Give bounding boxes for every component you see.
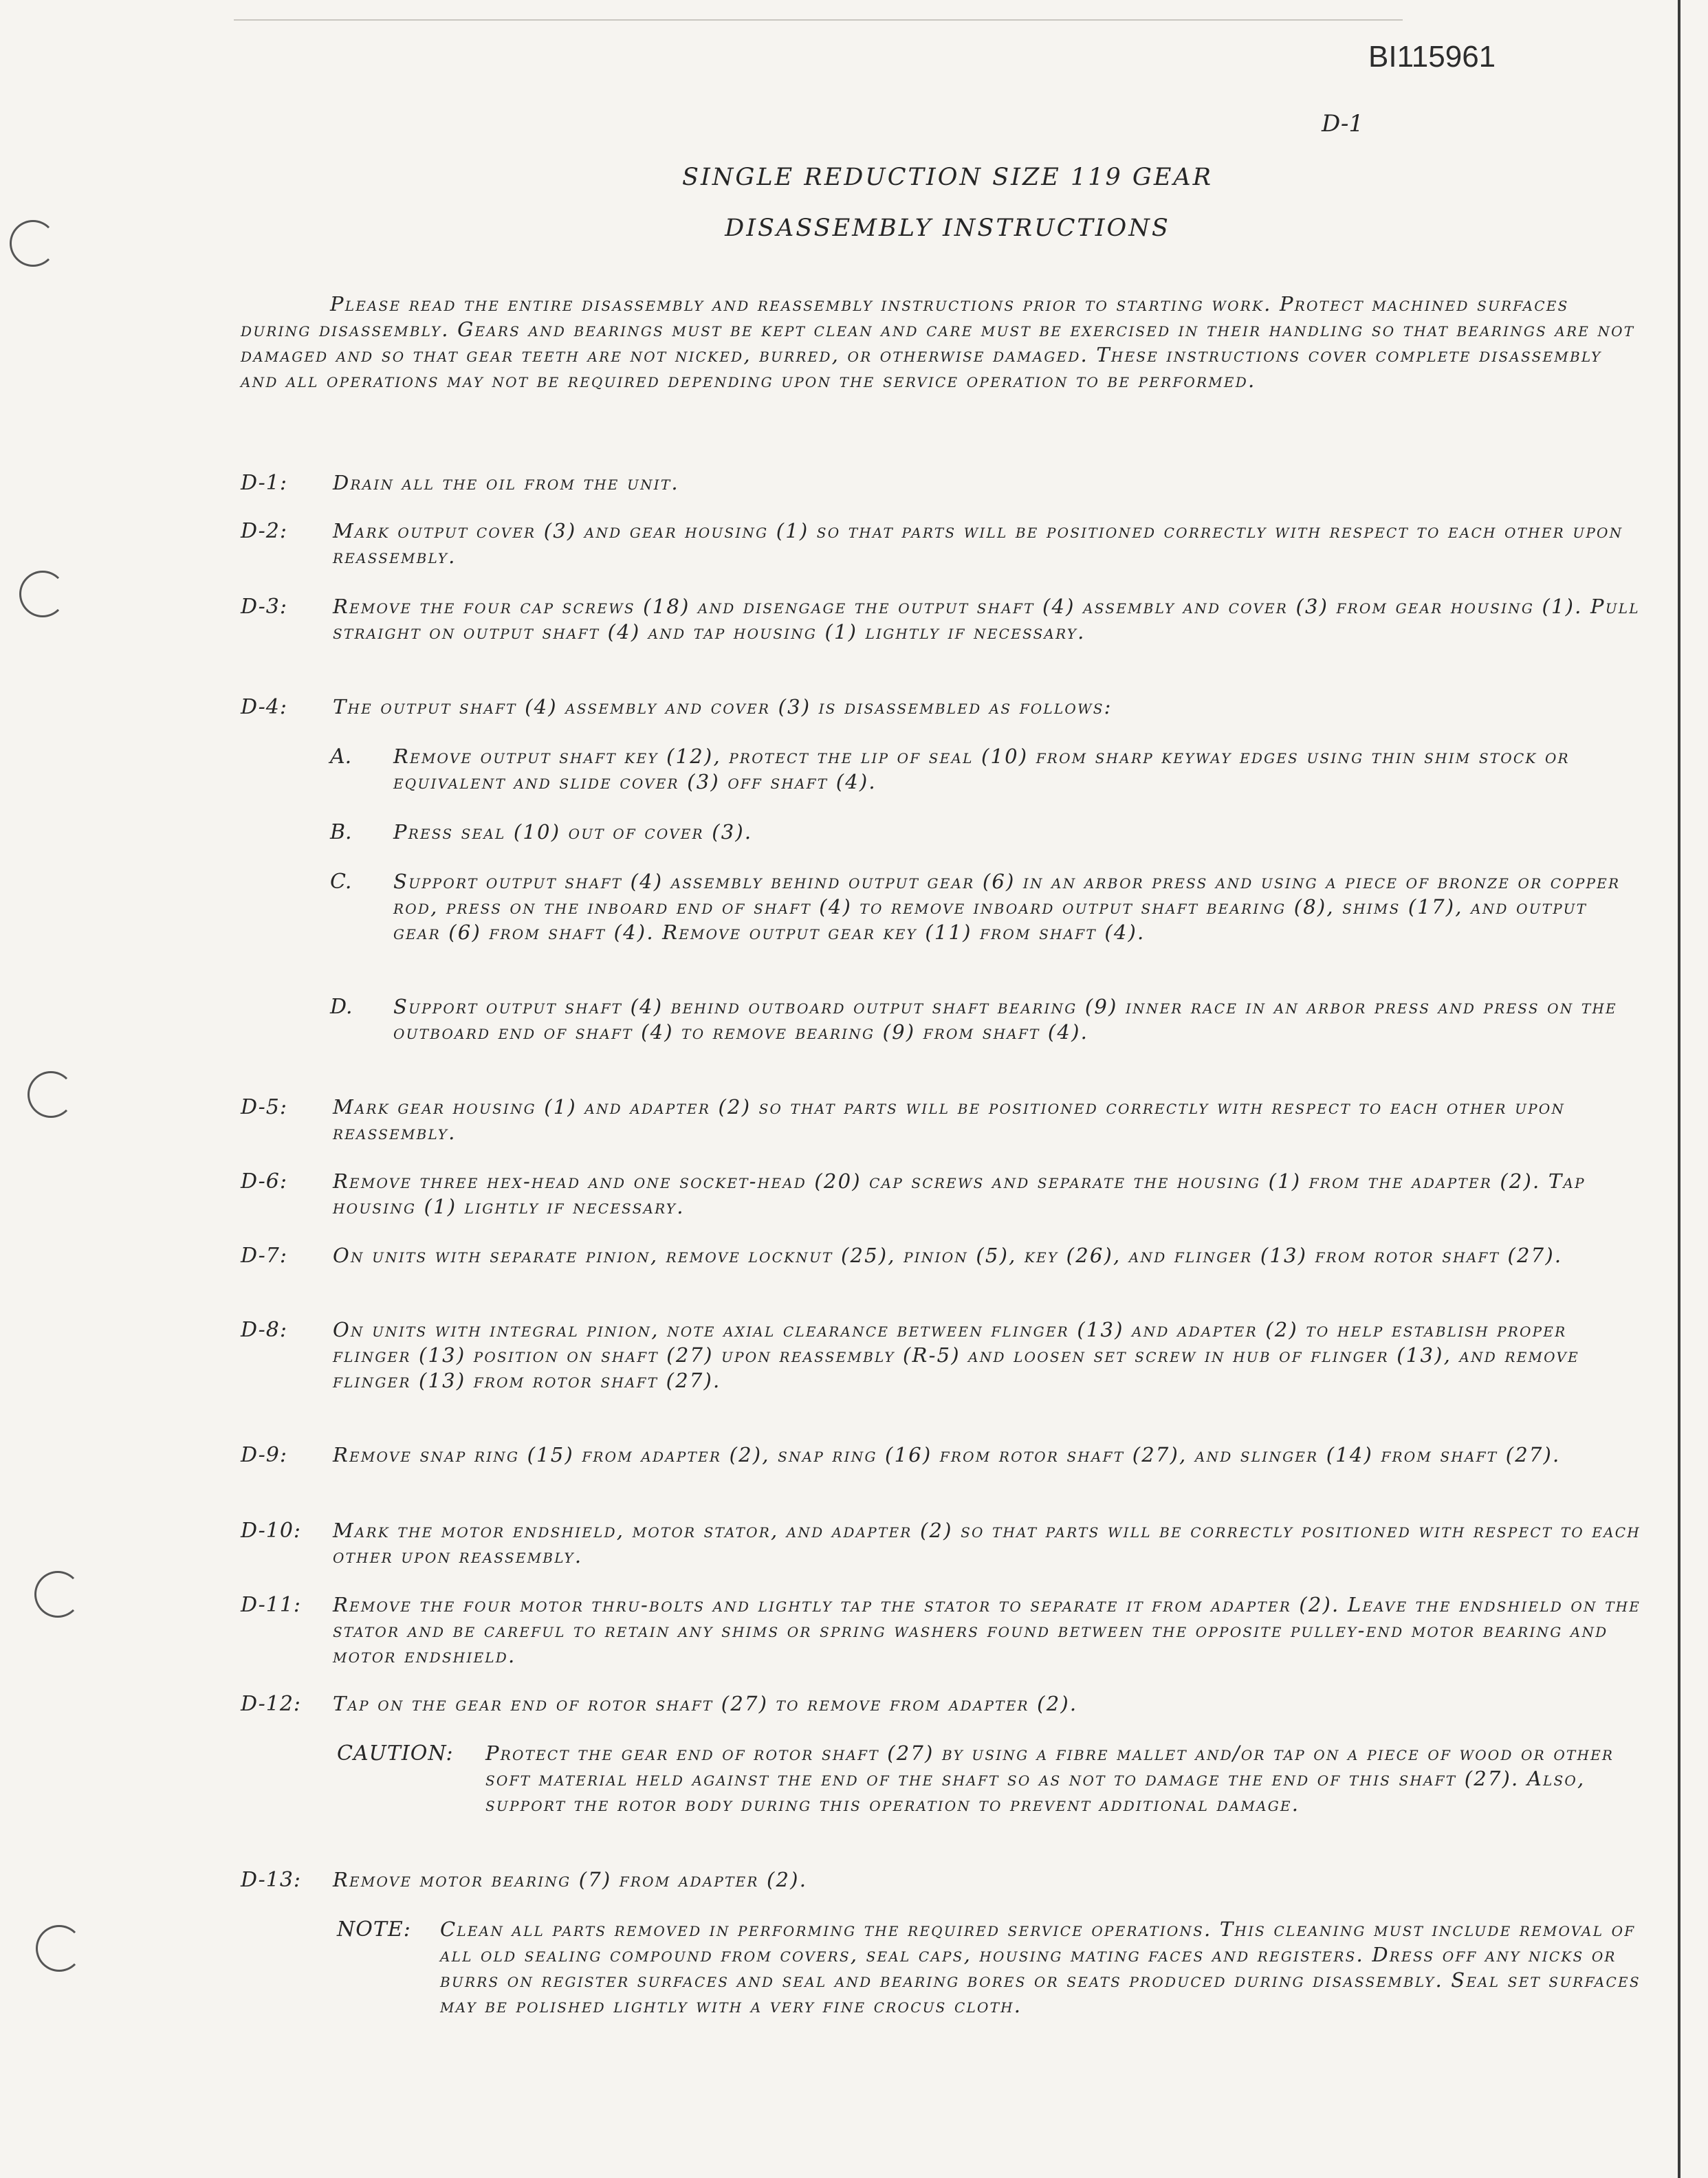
step-d1 bbox=[241, 470, 1643, 496]
step-text: Drain all the oil from the unit. bbox=[333, 471, 679, 494]
step-d6 bbox=[241, 1169, 1643, 1220]
step-text: The output shaft (4) assembly and cover (3) is disassembled as follows: bbox=[333, 695, 1113, 718]
substep-c bbox=[330, 869, 1636, 945]
step-d13 bbox=[241, 1867, 1643, 1893]
step-text: Mark the motor endshield, motor stator, and adapter (2) so that parts will be correctly positioned with respect to each other upon reassembly. bbox=[333, 1519, 1641, 1568]
step-label: D-8: bbox=[241, 1318, 287, 1342]
step-d9 bbox=[241, 1442, 1643, 1468]
step-d4 bbox=[241, 694, 1643, 720]
step-text: Remove three hex-head and one socket-head (20) cap screws and separate the housing (1) from the adapter (2). Tap housing (1) lightly if necessary. bbox=[333, 1169, 1586, 1218]
step-text: On units with integral pinion, note axial clearance between flinger (13) and adapter (2) to help establish proper flinger (13) position on shaft (27) upon reassembly (R-5) and loosen set screw in hub of flinger (13), and remove flinger (13) from rotor shaft (27). bbox=[333, 1318, 1579, 1392]
step-d2 bbox=[241, 518, 1643, 569]
step-label: D-5: bbox=[241, 1095, 287, 1119]
step-label: D-10: bbox=[241, 1519, 302, 1543]
caution-label: CAUTION: bbox=[337, 1741, 454, 1766]
document-title: SINGLE REDUCTION SIZE 119 GEAR bbox=[681, 164, 1214, 191]
page-number: D-1 bbox=[1322, 110, 1364, 138]
step-d7 bbox=[241, 1243, 1643, 1268]
punch-hole bbox=[19, 571, 66, 617]
step-label: D-1: bbox=[241, 471, 287, 495]
step-label: D-3: bbox=[241, 595, 287, 619]
step-d3 bbox=[241, 594, 1643, 645]
step-text: Mark output cover (3) and gear housing (1) so that parts will be positioned correctly with respect to each other upon reassembly. bbox=[333, 519, 1623, 568]
substep-label: B. bbox=[330, 820, 352, 844]
step-text: Tap on the gear end of rotor shaft (27) to remove from adapter (2). bbox=[333, 1692, 1078, 1715]
note-label: NOTE: bbox=[337, 1917, 411, 1942]
step-text: Remove the four cap screws (18) and disengage the output shaft (4) assembly and cover (3) from gear housing (1). Pull straight on output shaft (4) and tap housing (1) lightly if necessary. bbox=[333, 595, 1640, 644]
step-label: D-2: bbox=[241, 519, 287, 543]
intro-paragraph: Please read the entire disassembly and reassembly instructions prior to starting work. Protect machined surfaces during disassembly. Gears and bearings must be kept clean and care must be exercised in their handling so that bearings are not damaged and so that gear teeth are not nicked, burred, or otherwise damaged. These instructions cover complete disassembly and all operations may not be required depending upon the service operation to be performed. bbox=[241, 292, 1635, 392]
punch-hole bbox=[36, 1925, 83, 1972]
step-label: D-13: bbox=[241, 1868, 302, 1892]
step-label: D-11: bbox=[241, 1593, 302, 1617]
step-label: D-7: bbox=[241, 1244, 287, 1268]
punch-hole bbox=[28, 1071, 74, 1118]
substep-label: D. bbox=[330, 995, 353, 1019]
substep-b bbox=[330, 820, 1636, 845]
document-subtitle: DISASSEMBLY INSTRUCTIONS bbox=[725, 214, 1170, 242]
page-top-edge bbox=[234, 19, 1403, 21]
note-block bbox=[337, 1917, 1643, 2018]
step-d10 bbox=[241, 1518, 1643, 1569]
substep-label: C. bbox=[330, 870, 352, 894]
substep-text: Press seal (10) out of cover (3). bbox=[393, 820, 753, 844]
step-text: Remove the four motor thru-bolts and lightly tap the stator to separate it from adapter (2). Leave the endshield on the stator and be careful to retain any shims or spring washers found between the opposite pulley-end motor bearing and motor endshield. bbox=[333, 1593, 1641, 1667]
step-text: Remove motor bearing (7) from adapter (2). bbox=[333, 1868, 808, 1891]
step-d12 bbox=[241, 1691, 1643, 1717]
note-text: Clean all parts removed in performing the required service operations. This cleaning must include removal of all old sealing compound from covers, seal caps, housing mating faces and registers. Dress off any nicks or burrs on register surfaces and seal and bearing bores or seats produced during disassembly. Seal set surfaces may be polished lightly with a very fine crocus cloth. bbox=[440, 1917, 1641, 2017]
step-text: Remove snap ring (15) from adapter (2), snap ring (16) from rotor shaft (27), and slinger (14) from shaft (27). bbox=[333, 1443, 1561, 1466]
step-d5 bbox=[241, 1094, 1643, 1145]
document-id: BI115961 bbox=[1368, 40, 1496, 74]
substep-label: A. bbox=[330, 745, 352, 769]
step-d8 bbox=[241, 1317, 1643, 1394]
substep-text: Support output shaft (4) assembly behind output gear (6) in an arbor press and using a piece of bronze or copper rod, press on the inboard end of shaft (4) to remove inboard output shaft bearing (8), shims (17), and output gear (6) from shaft (4). Remove output gear key (11) from shaft (4). bbox=[393, 870, 1621, 944]
substep-text: Remove output shaft key (12), protect the lip of seal (10) from sharp keyway edges using thin shim stock or equivalent and slide cover (3) off shaft (4). bbox=[393, 745, 1570, 793]
punch-hole bbox=[34, 1571, 81, 1618]
substep-text: Support output shaft (4) behind outboard output shaft bearing (9) inner race in an arbor press and press on the outboard end of shaft (4) to remove bearing (9) from shaft (4). bbox=[393, 995, 1617, 1044]
step-text: On units with separate pinion, remove locknut (25), pinion (5), key (26), and flinger (13) from rotor shaft (27). bbox=[333, 1244, 1563, 1267]
step-label: D-4: bbox=[241, 695, 287, 719]
step-text: Mark gear housing (1) and adapter (2) so that parts will be positioned correctly with respect to each other upon reassembly. bbox=[333, 1095, 1566, 1144]
step-d11 bbox=[241, 1592, 1643, 1669]
step-label: D-9: bbox=[241, 1443, 287, 1467]
page-right-edge bbox=[1678, 0, 1680, 2178]
punch-hole bbox=[10, 220, 56, 267]
step-label: D-6: bbox=[241, 1169, 287, 1194]
caution-text: Protect the gear end of rotor shaft (27) by using a fibre mallet and/or tap on a piece of wood or other soft material held against the end of the shaft so as not to damage the end of this shaft (27). Also, support the rotor body during this operation to prevent additional damage. bbox=[485, 1741, 1614, 1816]
substep-a bbox=[330, 744, 1636, 795]
caution-block bbox=[337, 1741, 1643, 1817]
substep-d bbox=[330, 994, 1636, 1045]
step-label: D-12: bbox=[241, 1692, 302, 1716]
